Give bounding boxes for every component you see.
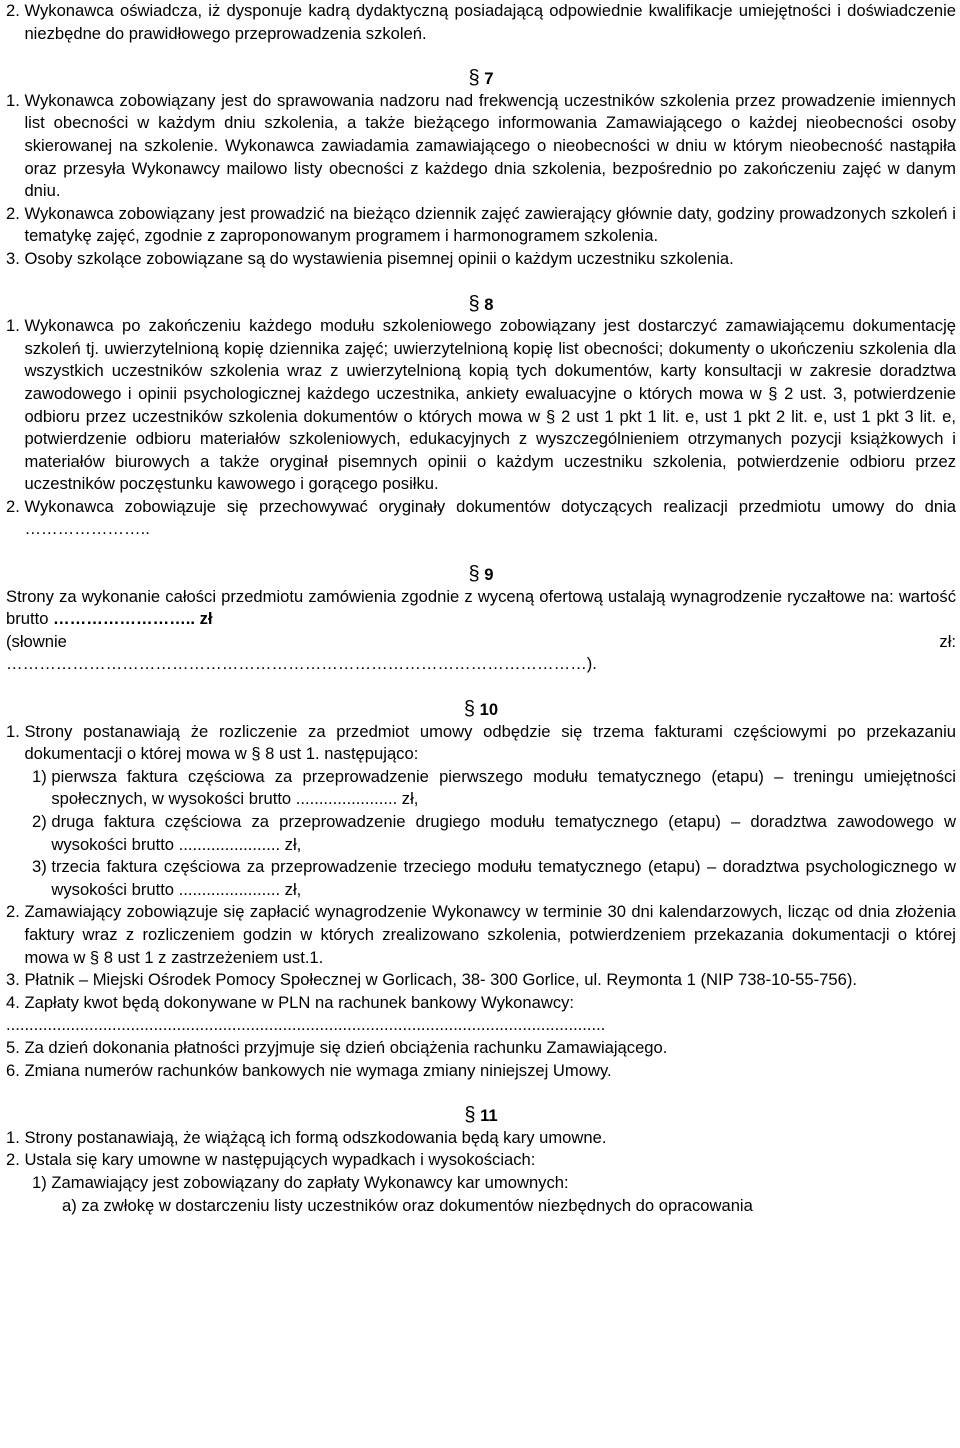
paragraph-10-1: 1. Strony postanawiają że rozliczenie za przedmiot umowy odbędzie się trzema fakturami częściowymi po przekazaniu dokumentacji o której mowa w § 8 ust 1. następująco:: [6, 721, 956, 764]
section-heading-9: § 9: [468, 563, 494, 586]
document-page: [6, 0, 956, 1217]
gross-amount-blank: …………………….. zł: [53, 609, 213, 629]
paragraph-10-2: 2. Zamawiający zobowiązuje się zapłacić wynagrodzenie Wykonawcy w terminie 30 dni kalendarzowych, licząc od dnia złożenia faktury wraz z rozliczeniem godzin w których zrealizowano szkolenia, potwierdzeniem przekazania dokumentacji o której mowa w § 8 ust 1 z zastrzeżeniem ust.1.: [6, 902, 956, 967]
paragraph-9: Strony za wykonanie całości przedmiotu zamówienia zgodnie z wyceną ofertową ustalają wynagrodzenie ryczałtowe na: wartość brutto …………………….. zł: [6, 586, 956, 629]
paragraph-11-2-1-a: a) za zwłokę w dostarczeniu listy uczestników oraz dokumentów niezbędnych do opracowania: [62, 1195, 753, 1215]
section-heading-11: § 11: [464, 1104, 498, 1127]
section-heading-8: § 8: [468, 292, 494, 315]
bank-account-dots: ..................................................................................................................................: [6, 1015, 606, 1035]
section-heading-10: § 10: [463, 698, 499, 721]
paragraph-11-2-1: 1) Zamawiający jest zobowiązany do zapłaty Wykonawcy kar umownych:: [32, 1172, 569, 1192]
paragraph-6-2: 2. Wykonawca oświadcza, iż dysponuje kadrą dydaktyczną posiadającą odpowiednie kwalifikacje umiejętności i doświadczenie niezbędne do prawidłowego przeprowadzenia szkoleń.: [6, 1, 956, 43]
paragraph-11-2: 2. Ustala się kary umowne w następujących wypadkach i wysokościach:: [6, 1150, 536, 1170]
paragraph-10-3: 3. Płatnik – Miejski Ośrodek Pomocy Społecznej w Gorlicach, 38- 300 Gorlice, ul. Reymonta 1 (NIP 738-10-55-756).: [6, 970, 857, 990]
paragraph-7-2: 2. Wykonawca zobowiązany jest prowadzić na bieżąco dziennik zajęć zawierający głównie daty, godziny prowadzonych szkoleń i tematykę zajęć, zgodnie z zaproponowanym programem i harmonogramem szkolenia.: [6, 203, 956, 246]
section-heading-7: § 7: [468, 67, 494, 90]
paragraph-10-1-1: 1) pierwsza faktura częściowa za przeprowadzenie pierwszego modułu tematycznego (etapu) – treningu umiejętności społecznych, w wysokości brutto ...................... zł,: [32, 766, 956, 809]
paragraph-7-3: 3. Osoby szkolące zobowiązane są do wystawienia pisemnej opinii o każdym uczestniku szkolenia.: [6, 248, 734, 268]
paragraph-7-1: 1. Wykonawca zobowiązany jest do sprawowania nadzoru nad frekwencją uczestników szkolenia przez prowadzenie imiennych list obecności w każdym dniu szkolenia, a także bieżącego informowania Zamawiającego o każdej nieobecności osoby skierowanej na szkolenie. Wykonawca zawiadamia zamawiającego o nieobecności w dniu w którym nieobecność nastąpiła oraz przesyła Wykonawcy mailowo listy obecności z każdego dnia szkolenia, bezpośrednio po zakończeniu zajęć w danym dniu.: [6, 90, 956, 201]
paragraph-10-5: 5. Za dzień dokonania płatności przyjmuje się dzień obciążenia rachunku Zamawiającego.: [6, 1037, 668, 1057]
paragraph-8-2: 2. Wykonawca zobowiązuje się przechowywać oryginały dokumentów dotyczących realizacji przedmiotu umowy do dnia …………………..: [6, 496, 956, 539]
paragraph-10-4: 4. Zapłaty kwot będą dokonywane w PLN na rachunek bankowy Wykonawcy:: [6, 992, 575, 1012]
paragraph-10-1-2: 2) druga faktura częściowa za przeprowadzenie drugiego modułu tematycznego (etapu) – doradztwa zawodowego w wysokości brutto ...................... zł,: [32, 812, 956, 854]
paragraph-10-1-3: 3) trzecia faktura częściowa za przeprowadzenie trzeciego modułu tematycznego (etapu) – doradztwa psychologicznego w wysokości brutto ...................... zł,: [32, 857, 956, 899]
paragraph-11-1: 1. Strony postanawiają, że wiążącą ich formą odszkodowania będą kary umowne.: [6, 1127, 607, 1147]
paragraph-10-6: 6. Zmiana numerów rachunków bankowych nie wymaga zmiany niniejszej Umowy.: [6, 1060, 612, 1080]
amount-in-words-line: (słownie zł:: [6, 631, 956, 651]
amount-in-words-dots: ……………………………………………………………………………………………).: [6, 654, 597, 674]
paragraph-8-1: 1. Wykonawca po zakończeniu każdego modułu szkoleniowego zobowiązany jest dostarczyć zamawiającemu dokumentację szkoleń tj. uwierzytelnioną kopię dziennika zajęć; uwierzytelnioną kopię list obecności; dokumenty o ukończeniu szkolenia dla wszystkich uczestników szkolenia wraz z uwierzytelnioną kopią tych dokumentów, karty konsultacji w zakresie doradztwa zawodowego i opinii psychologicznej każdego uczestnika, ankiety ewaluacyjne o których mowa w § 2 ust. 3, potwierdzenie odbioru przez uczestników szkolenia dokumentów o których mowa w § 2 ust 1 pkt 1 lit. e, ust 1 pkt 2 lit. e, ust 1 pkt 3 lit. e, potwierdzenie odbioru materiałów szkoleniowych, edukacyjnych z wyszczególnieniem otrzymanych pozycji książkowych i materiałów biurowych a także oryginał pisemnych opinii o każdym uczestniku szkolenia, potwierdzenie odbioru przez uczestników poczęstunku kawowego i gorącego posiłku.: [6, 316, 956, 494]
